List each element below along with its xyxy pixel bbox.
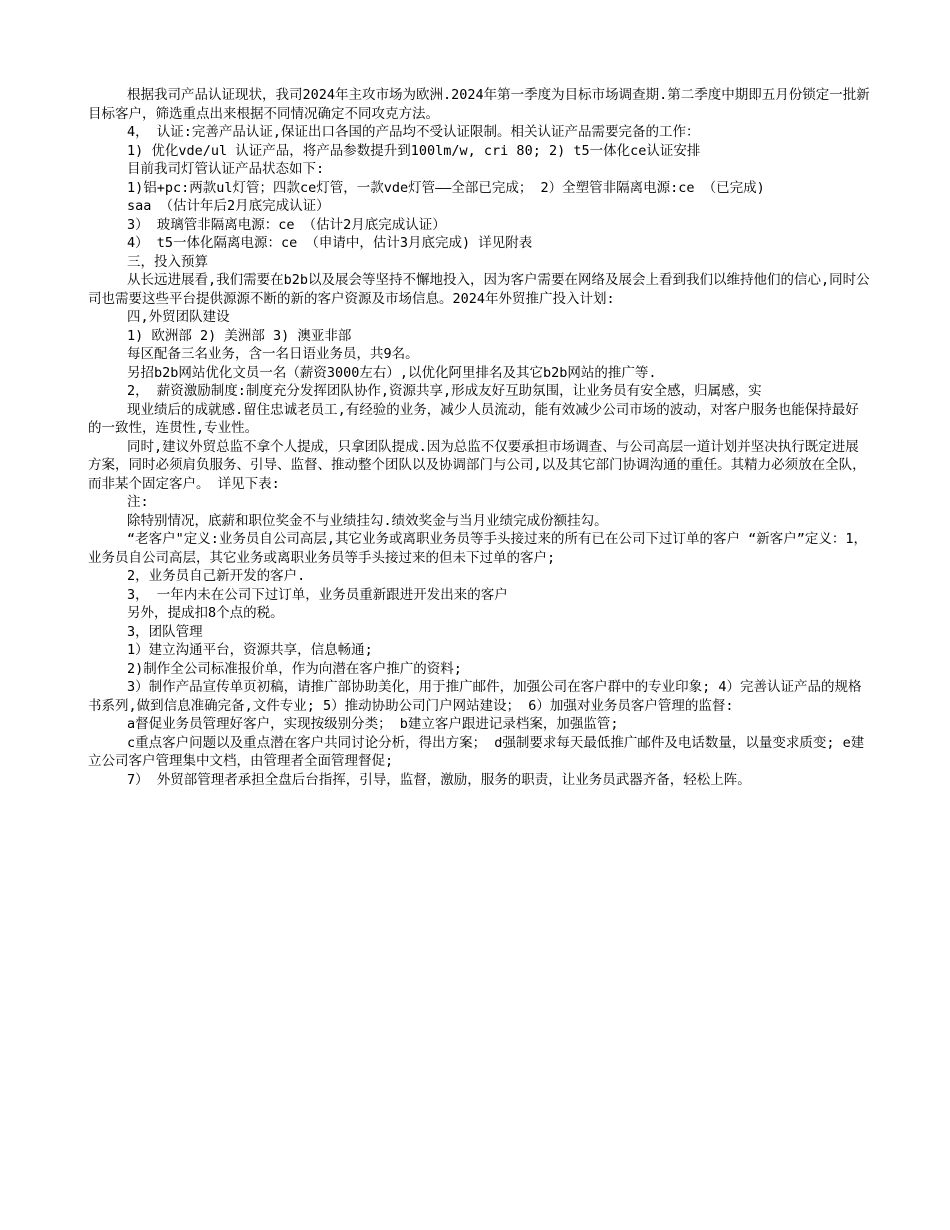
paragraph: 1) 优化vde/ul 认证产品，将产品参数提升到100lm/w, cri 80; 2) t5一体化ce认证安排 <box>127 142 701 159</box>
paragraph: 目前我司灯管认证产品状态如下: <box>127 161 325 177</box>
section-heading: 三，投入预算 <box>127 253 208 270</box>
paragraph: 3）制作产品宣传单页初稿，请推广部协助美化，用于推广邮件，加强公司在客户群中的专业印象; 4）完善认证产品的规格书系列,做到信息准确完备,文件专业; 5）推动协助公司门户网站建设； 6）加强对业务员客户管理的监督: <box>88 679 862 714</box>
document-page <box>88 86 872 789</box>
paragraph: 7） 外贸部管理者承担全盘后台指挥，引导，监督，激励，服务的职责，让业务员武器齐备，轻松上阵。 <box>127 771 751 788</box>
paragraph: 3， 一年内未在公司下过订单，业务员重新跟进开发出来的客户 <box>127 586 508 603</box>
paragraph: 1)铝+pc:两款ul灯管；四款ce灯管，一款vde灯管——全部已完成； 2）全塑管非隔离电源:ce （已完成) <box>127 179 765 196</box>
paragraph: c重点客户问题以及重点潜在客户共同讨论分析，得出方案； d强制要求每天最低推广邮件及电话数量，以量变求质变; e建立公司客户管理集中文档，由管理者全面管理督促; <box>88 734 865 769</box>
paragraph: 1）建立沟通平台，资源共享，信息畅通; <box>127 642 373 658</box>
paragraph: 除特别情况，底薪和职位奖金不与业绩挂勾.绩效奖金与当月业绩完成份额挂勾。 <box>127 512 608 529</box>
paragraph: 每区配备三名业务，含一名日语业务员，共9名。 <box>127 346 419 362</box>
note-label: 注: <box>127 494 149 510</box>
paragraph: 4） t5一体化隔离电源：ce （申请中，估计3月底完成) 详见附表 <box>127 235 533 251</box>
paragraph: saa （估计年后2月底完成认证） <box>127 198 330 214</box>
paragraph: 同时,建议外贸总监不拿个人提成，只拿团队提成.因为总监不仅要承担市场调查、与公司高层一道计划并坚决执行既定进展方案，同时必须肩负服务、引导、监督、推动整个团队以及协调部门与公司,以及其它部门协调沟通的重任。其精力必须放在全队，而非某个固定客户。 详见下表: <box>88 438 866 492</box>
paragraph: 现业绩后的成就感.留住忠诚老员工,有经验的业务，减少人员流动，能有效减少公司市场的波动，对客户服务也能保持最好的一致性，连贯性,专业性。 <box>88 401 859 436</box>
section-heading: 四,外贸团队建设 <box>127 309 230 325</box>
paragraph: 3） 玻璃管非隔离电源：ce （估计2月底完成认证） <box>127 216 446 233</box>
paragraph: 另外，提成扣8个点的税。 <box>127 605 284 621</box>
paragraph: 2)制作全公司标准报价单，作为向潜在客户推广的资料; <box>127 660 462 677</box>
paragraph: 2， 薪资激励制度:制度充分发挥团队协作,资源共享,形成友好互助氛围，让业务员有安全感，归属感，实 <box>127 383 762 399</box>
paragraph: 4， 认证:完善产品认证,保证出口各国的产品均不受认证限制。相关认证产品需要完备的工作： <box>127 124 700 140</box>
paragraph: 2，业务员自己新开发的客户. <box>127 568 306 584</box>
section-heading: 3，团队管理 <box>127 623 203 640</box>
paragraph: 1) 欧洲部 2) 美洲部 3) 澳亚非部 <box>127 327 352 344</box>
paragraph: 另招b2b网站优化文员一名（薪资3000左右）,以优化阿里排名及其它b2b网站的推广等. <box>127 364 657 381</box>
paragraph: 根据我司产品认证现状，我司2024年主攻市场为欧洲.2024年第一季度为目标市场调查期.第二季度中期即五月份锁定一批新目标客户，筛选重点出来根据不同情况确定不同攻克方法。 <box>88 87 870 122</box>
paragraph: a督促业务员管理好客户，实现按级别分类； b建立客户跟进记录档案，加强监管; <box>127 716 619 732</box>
paragraph: “老客户"定义:业务员自公司高层,其它业务或离职业务员等手头接过来的所有已在公司下过订单的客户 “新客户”定义：1，业务员自公司高层，其它业务或离职业务员等手头接过来的但未下过单的客户; <box>88 531 868 566</box>
paragraph: 从长远进展看,我们需要在b2b以及展会等坚持不懈地投入，因为客户需要在网络及展会上看到我们以维持他们的信心,同时公司也需要这些平台提供源源不断的新的客户资源及市场信息。2024年外贸推广投入计划: <box>88 272 870 307</box>
